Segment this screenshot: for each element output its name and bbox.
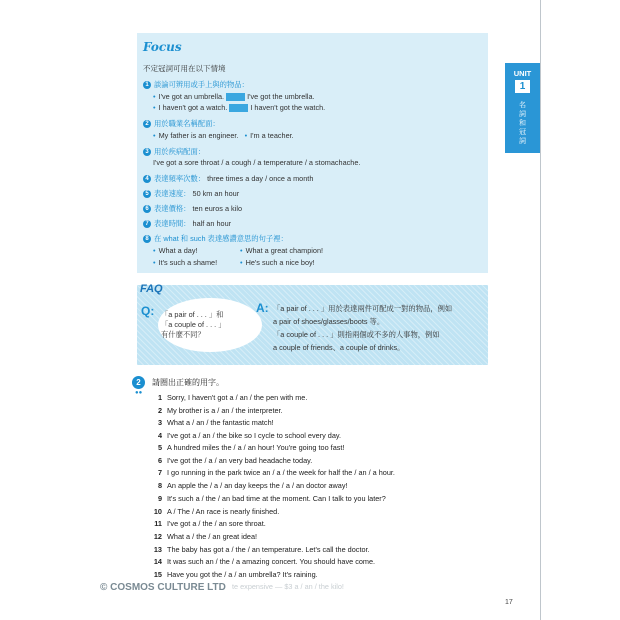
number-badge: 1 [143,81,151,89]
exercise-item: 11 I've got a / the / an sore throat. [154,519,266,528]
exercise-item: 3 What a / an / the fantastic match! [157,418,274,427]
focus-point-1-example-a: • I've got an umbrella. I've got the umbrella. [153,92,315,101]
focus-point-3-example: I've got a sore throat / a cough / a temperature / a stomachache. [153,158,361,167]
exercise-item: 9 It's such a / the / an bad time at the moment. Can I talk to you later? [157,494,386,503]
focus-point-8-example-c: • It's such a shame! [153,258,218,267]
exercise-number-badge: 2 [132,376,145,389]
answer-line-2: a pair of shoes/glasses/boots 等。 [273,317,385,326]
exercise-item: 4 I've got a / an / the bike so I cycle to school every day. [157,431,342,440]
exercise-instruction: 請圈出正確的用字。 [152,378,224,387]
exercise-item: 15 Have you got the / a / an umbrella? It's raining. [153,570,318,579]
exercise-item: 5 A hundred miles the / a / an hour! You're going too fast! [157,443,345,452]
exercise-item: 12 What a / the / an great idea! [153,532,258,541]
faq-title: FAQ [140,283,163,295]
answer-line-1: 「a pair of . . . 」用於表達兩件可配成一對的物品，例如 [273,304,453,313]
answer-line-4: a couple of friends、a couple of drinks。 [273,343,405,352]
exercise-item: 13 The baby has got a / the / an temperature. Let's call the doctor. [153,545,370,554]
difficulty-dots: ●● [135,390,143,396]
exercise-item: 10 A / The / An race is nearly finished. [153,507,280,516]
focus-point-1-example-b: • I haven't got a watch. I haven't got the watch. [153,103,326,112]
unit-label: UNIT [513,69,532,78]
focus-point-4: 4 表達頻率次數： three times a day / once a month [143,174,313,184]
focus-title: Focus [143,40,182,54]
unit-number: 1 [515,80,530,93]
focus-point-7: 7 表達時間： half an hour [143,219,231,229]
unit-tab [505,63,540,153]
focus-point-6: 6 表達價格： ten euros a kilo [143,204,242,214]
exercise-item: 2 My brother is a / an / the interpreter. [157,406,283,415]
unit-topic: 名詞和冠詞 [519,102,526,145]
exercise-item: 8 An apple the / a / an day keeps the / a / an doctor away! [157,481,348,490]
exercise-item: 14 It was such an / the / a amazing concert. You should have come. [153,557,376,566]
focus-point-2-examples: • My father is an engineer. • I'm a teacher. [153,131,294,140]
answer-label: A: [256,301,269,315]
copyright-watermark: © COSMOS CULTURE LTD [100,582,226,593]
answer-line-3: 「a couple of . . . 」則指兩個或不多的人事物，例如 [273,330,440,339]
focus-point-5: 5 表達速度： 50 km an hour [143,189,239,199]
focus-point-3-title: 3 用於疾病配面： [143,147,205,157]
page-edge-line [540,0,541,620]
exercise-item: 1 Sorry, I haven't got a / an / the pen with me. [157,393,308,402]
highlight-bar [229,104,248,112]
highlight-bar [226,93,245,101]
focus-point-1-title: 1 談論可辨用或手上與的物品： [143,80,249,90]
focus-point-8-example-b: • What a great champion! [240,246,324,255]
question-text: 「a pair of . . . 」和 「a couple of . . . 」 有什麼不同？ [161,310,226,339]
exercise-item: 6 I've got the / a / an very bad headache today. [157,456,313,465]
page-number: 17 [505,599,513,606]
focus-point-8-title: 8 在 what 和 such 表達感讚意思的句子裡： [143,234,288,244]
focus-point-8-example-a: • What a day! [153,246,198,255]
faded-exercise-line: te expensive — $3 a / an / the kilo! [232,582,344,591]
question-label: Q: [141,304,155,318]
focus-subtitle: 不定冠詞可用在以下情境 [143,64,226,73]
focus-point-2-title: 2 用於職業名稱配面： [143,119,220,129]
focus-point-8-example-d: • He's such a nice boy! [240,258,315,267]
exercise-item: 7 I go running in the park twice an / a / the week for half the / an / a hour. [157,468,395,477]
